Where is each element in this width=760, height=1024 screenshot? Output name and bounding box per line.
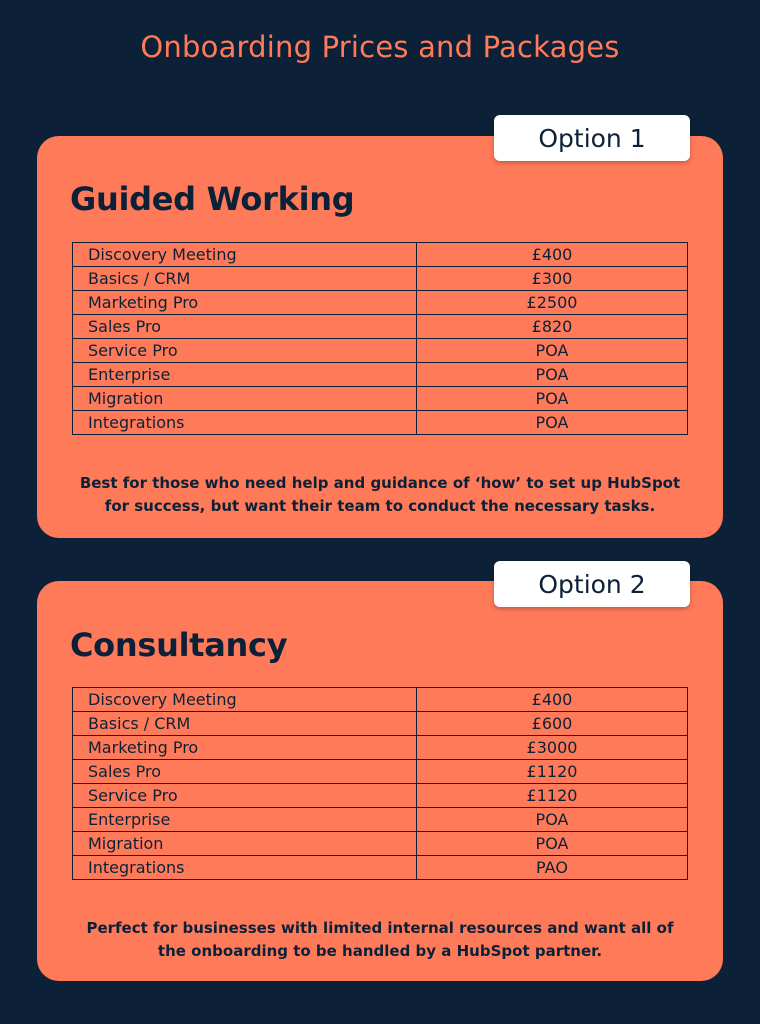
price-cell: £400 [417,688,688,712]
price-cell: POA [417,387,688,411]
item-cell: Migration [73,832,417,856]
table-row [73,760,688,784]
table-row [73,315,688,339]
option-2-card [37,581,723,981]
item-cell: Discovery Meeting [73,243,417,267]
option-2-badge: Option 2 [494,561,690,607]
option-1-heading: Guided Working [70,180,355,218]
item-cell: Discovery Meeting [73,688,417,712]
item-cell: Sales Pro [73,760,417,784]
table-row [73,339,688,363]
option-1-description-line-1: Best for those who need help and guidance of ‘how’ to set up HubSpot [79,474,681,492]
option-2-heading: Consultancy [70,626,288,664]
table-row [73,387,688,411]
item-cell: Marketing Pro [73,736,417,760]
option-1-description [57,472,703,518]
price-cell: £3000 [417,736,688,760]
item-cell: Enterprise [73,808,417,832]
item-cell: Enterprise [73,363,417,387]
option-1-description-line-2: for success, but want their team to conduct the necessary tasks. [104,497,656,515]
option-2-description-line-1: Perfect for businesses with limited internal resources and want all of [86,919,674,937]
item-cell: Integrations [73,411,417,435]
table-row [73,688,688,712]
option-2-description [57,917,703,963]
table-row [73,832,688,856]
price-cell: POA [417,339,688,363]
option-1-price-table [72,242,688,435]
price-cell: POA [417,411,688,435]
table-row [73,267,688,291]
item-cell: Service Pro [73,339,417,363]
price-cell: £820 [417,315,688,339]
table-row [73,856,688,880]
item-cell: Basics / CRM [73,267,417,291]
item-cell: Migration [73,387,417,411]
option-2-price-table [72,687,688,880]
price-cell: £1120 [417,784,688,808]
price-cell: £1120 [417,760,688,784]
item-cell: Marketing Pro [73,291,417,315]
table-row [73,808,688,832]
table-row [73,363,688,387]
table-row [73,243,688,267]
item-cell: Basics / CRM [73,712,417,736]
price-cell: £600 [417,712,688,736]
option-1-badge: Option 1 [494,115,690,161]
table-row [73,784,688,808]
price-cell: £2500 [417,291,688,315]
price-cell: POA [417,808,688,832]
price-cell: POA [417,363,688,387]
item-cell: Service Pro [73,784,417,808]
item-cell: Sales Pro [73,315,417,339]
table-row [73,291,688,315]
price-cell: POA [417,832,688,856]
item-cell: Integrations [73,856,417,880]
price-cell: £300 [417,267,688,291]
price-cell: £400 [417,243,688,267]
option-1-card [37,136,723,538]
page-title: Onboarding Prices and Packages [140,30,620,64]
table-row [73,411,688,435]
table-row [73,736,688,760]
option-2-description-line-2: the onboarding to be handled by a HubSpot partner. [157,942,603,960]
price-cell: PAO [417,856,688,880]
table-row [73,712,688,736]
